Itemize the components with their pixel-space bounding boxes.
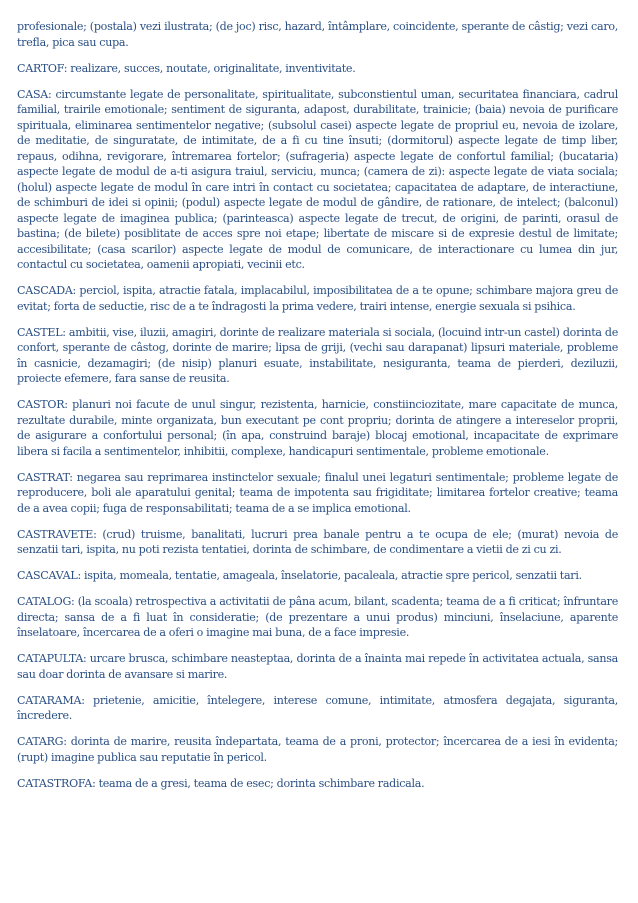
entry-catarg: CATARG: dorinta de marire, reusita îndepartata, teama de a proni, protector; încercarea de a iesi în evidenta; (rupt) imagine publica sau reputatie în pericol. [17,735,618,764]
entry-cartof: CARTOF: realizare, succes, noutate, originalitate, inventivitate. [17,61,356,75]
entry-catapulta: CATAPULTA: urcare brusca, schimbare neasteptaa, dorinta de a înainta mai repede în activitatea actuala, sansa sau doar dorinta de avansare si marire. [17,652,618,681]
entry-catarama: CATARAMA: prietenie, amicitie, întelegere, interese comune, intimitate, atmosfera degajata, siguranta, încredere. [17,693,618,722]
entry-cascada: CASCADA: perciol, ispita, atractie fatala, implacabilul, imposibilitatea de a te opune; schimbare majora greu de evitat; forta de seductie, risc de a te îndragosti la prima vedere, trairi intense, energie sexuala si psihica. [17,284,618,313]
entry-cascaval: CASCAVAL: ispita, momeala, tentatie, amageala, înselatorie, pacaleala, atractie spre pericol, senzatii tari. [17,569,582,582]
dictionary-page [17,19,618,791]
entry-carte-continuation: profesionale; (postala) vezi ilustrata; (de joc) risc, hazard, întâmplare, coincidente, sperante de câstig; vezi caro, trefla, pica sau cupa. [17,20,618,49]
entry-catalog: CATALOG: (la scoala) retrospectiva a activitatii de pâna acum, bilant, scadenta; teama de a fi criticat; înfruntare directa; sansa de a fi luat în consideratie; (de prezentare a unui produs) minciuni, înselaciune, aparente înselatoare, încercarea de a oferi o imagine mai buna, de a face impresie. [17,595,618,639]
entry-castor: CASTOR: planuri noi facute de unul singur, rezistenta, harnicie, constiinciozitate, mare capacitate de munca, rezultate durabile, minte organizata, bun executant pe cont propriu; dorinta de atingere a intereselor proprii, de asigurare a confortului personal; (în apa, construind baraje) blocaj emotional, incapacitate de exprimare libera si facila a sentimentelor, inhibitii, complexe, handicapuri sentimentale, probleme emotionale. [17,398,618,458]
entry-castel: CASTEL: ambitii, vise, iluzii, amagiri, dorinte de realizare materiala si sociala, (locuind intr-un castel) dorinta de confort, sperante de câstog, dorinte de marire; lipsa de griji, (vechi sau darapanat) lipsuri materiale, probleme în casnicie, dezamagiri; (de nisip) planuri esuate, instabilitate, nesiguranta, teama de pierderi, deziluzii, proiecte efemere, fara sanse de reusita. [17,325,618,385]
entry-castravete: CASTRAVETE: (crud) truisme, banalitati, lucruri prea banale pentru a te ocupa de ele; (murat) nevoia de senzatii tari, ispita, nu poti rezista tentatiei, dorinta de schimbare, de condimentare a vietii de zi cu zi. [17,527,618,556]
entry-casa: CASA: circumstante legate de personalitate, spiritualitate, subconstientul uman, securitatea financiara, cadrul familial, trairile emotionale; sentiment de siguranta, adapost, durabilitate, trainicie; (baia) nevoia de purificare spirituala, eliminarea sentimentelor negative; (subsolul casei) aspecte legate de propriul eu, nevoia de izolare, de meditatie, de singuratate, de intimitate, de a fi cu tine însuti; (dormitorul) aspecte legate de timp liber, repaus, odihna, revigorare, întremarea fortelor; (sufrageria) aspecte legate de confortul familial; (bucataria) aspecte legate de modul de a-ti asigura traiul, serviciu, munca; (camera de zi): aspecte legate de viata sociala; (holul) aspecte legate de modul în care intri în contact cu societatea; capacitatea de adaptare, de interactiune, de schimburi de idei si opinii; (podul) aspecte legate de modul de gândire, de rationare, de intelect; (balconul) aspecte legate de imaginea publica; (parinteasca) aspecte legate de trecut, de origini, de parinti, orasul de bastina; (de bilete) posiblitate de acces spre noi etape; libertate de miscare si de expresie destul de limitate; accesibilitate; (casa scarilor) aspecte legate de modul de comunicare, de interactionare cu lumea din jur, contactul cu societatea, oamenii apropiati, vecinii etc. [17,87,618,271]
entry-catastrofa: CATASTROFA: teama de a gresi, teama de esec; dorinta schimbare radicala. [17,776,425,790]
entry-castrat: CASTRAT: negarea sau reprimarea instinctelor sexuale; finalul unei legaturi sentimentale; probleme legate de reproducere, boli ale aparatului genital; teama de impotenta sau frigiditate; limitarea fortelor creative; teama de a avea copii; fuga de responsabilitati; teama de a se implica emotional. [17,470,618,515]
